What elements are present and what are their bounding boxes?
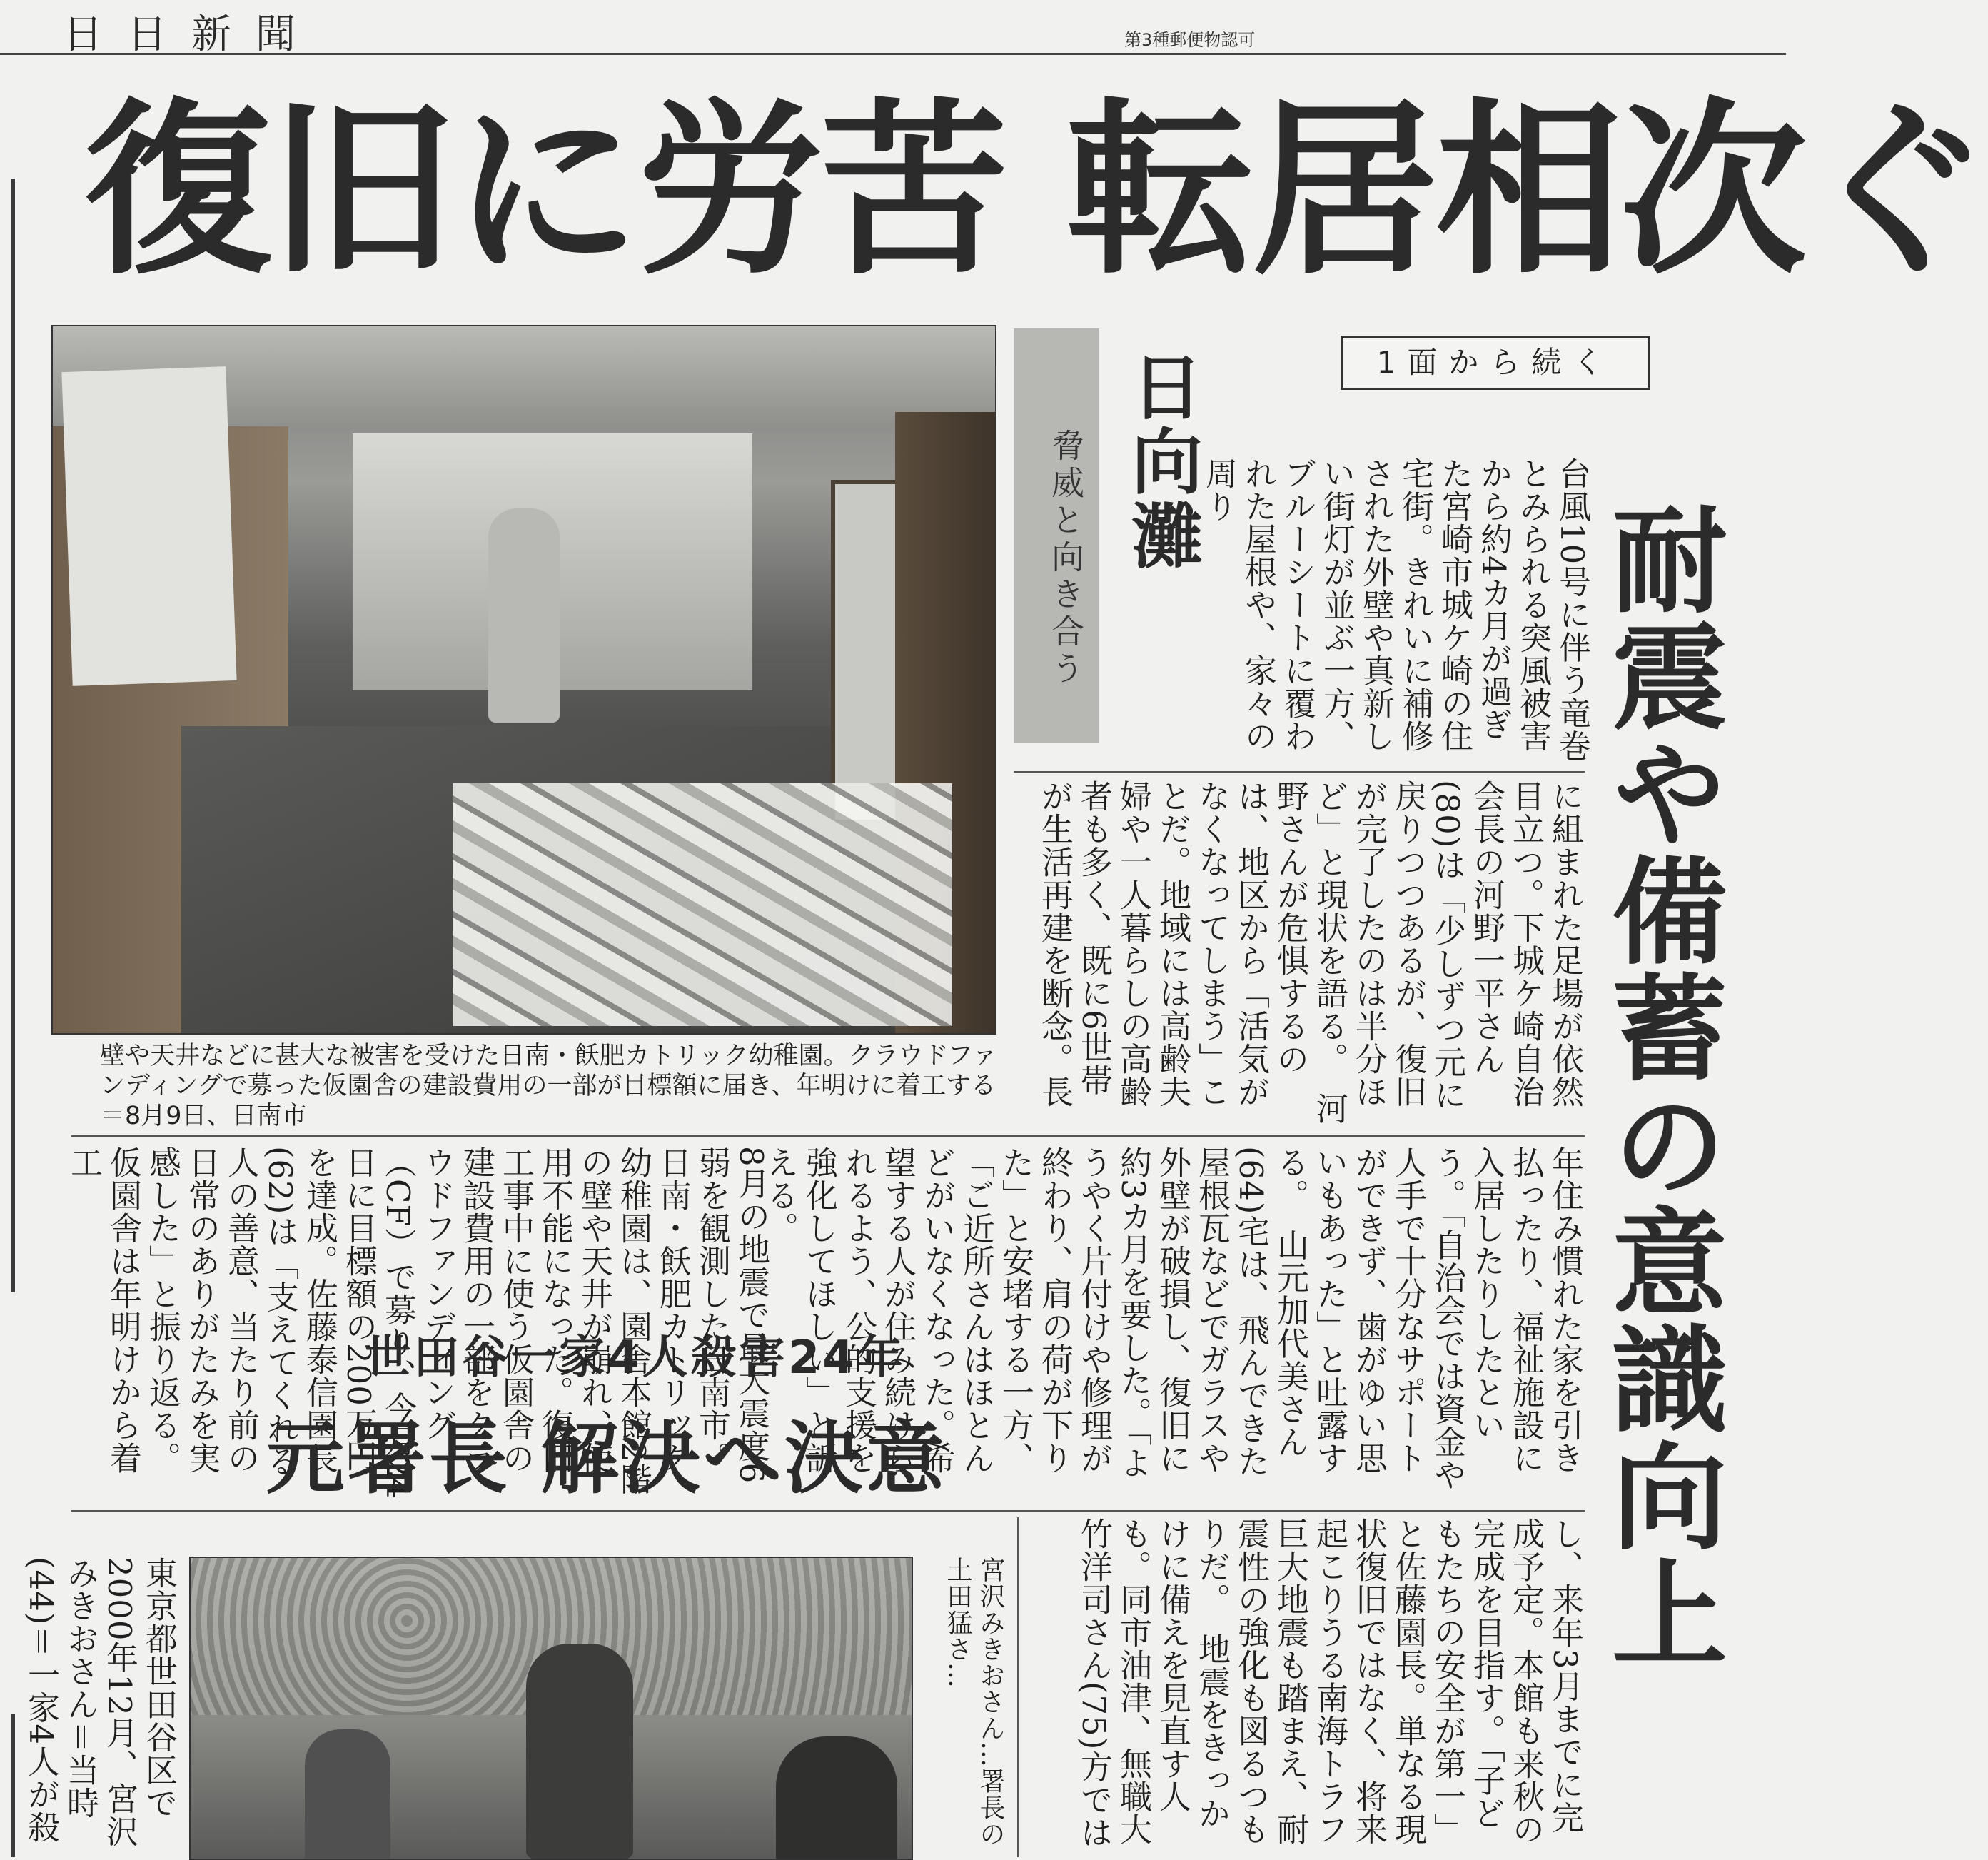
photo1-caption: 壁や天井などに甚大な被害を受けた日南・飫肥カトリック幼稚園。クラウドファンディングで募った仮園舎の建設費用の一部が目標額に届き、年明けに着工する＝8月9日、日南市 bbox=[100, 1042, 997, 1130]
photo2-person-right bbox=[776, 1736, 897, 1859]
memorial-visit-photo bbox=[189, 1557, 913, 1860]
story2-photo-caption: 宮沢みきおさん…署長の土田猛さ… bbox=[943, 1557, 1005, 1847]
section-rule bbox=[71, 1135, 1585, 1137]
left-margin-rule bbox=[11, 179, 15, 1292]
photo2-person-left bbox=[305, 1729, 390, 1859]
main-headline: 復旧に労苦 転居相次ぐ bbox=[84, 82, 1988, 300]
photo-fallen-panel bbox=[61, 366, 236, 686]
masthead-rule bbox=[0, 53, 1786, 55]
photo-debris bbox=[453, 783, 952, 1026]
kindergarten-damage-photo bbox=[51, 325, 996, 1035]
body-col-top-upper: 台風10号に伴う竜巻とみられる突風被害から約4カ月が過ぎた宮崎市城ケ崎の住宅街。きれいに補修された外壁や真新しい街灯が並ぶ一方、ブルーシートに覆われた屋根や、家々の周り bbox=[1200, 457, 1591, 763]
body-col-middle-a: 年住み慣れた家を引き払ったり、福祉施設に入居したりしたという。「自治会では資金や人手で十分なサポートができず、歯がゆい思いもあった」と吐露する。 山元加代美さん(64)宅は、飛んできた屋根瓦などでガラスや外壁が破損し、復旧に約3カ月を要した。「ようやく片付けや修理が終わり、肩の荷が下りた」と安堵する一方、「ご近所さんはほとんどがいなくなった。希望する人が住み続けられるよう、公的支援を強化してほしい」と訴える。 bbox=[761, 1146, 1584, 1492]
section-rule-lower bbox=[71, 1510, 1585, 1512]
column-rule bbox=[1014, 771, 1585, 773]
left-margin-rule-lower bbox=[11, 1714, 15, 1857]
subheadline: 耐震や備蓄の意識向上 bbox=[1593, 500, 1727, 1671]
photo-worker bbox=[488, 508, 560, 723]
feature-badge-title: 日向灘 bbox=[1119, 350, 1204, 573]
body-col-lower-right: し、来年3月までに完成予定。本館も来秋の完成を目指す。「子どもたちの安全が第一」と佐藤園長。単なる現状復旧ではなく、将来起こりうる南海トラフ巨大地震も踏まえ、耐震性の強化も図るつもりだ。 地震をきっかけに備えを見直す人も。同市油津、無職大竹洋司さん(75)方では bbox=[1075, 1517, 1584, 1849]
feature-badge-subtitle: 脅威と向き合う bbox=[1046, 428, 1085, 688]
continued-from-front-label: 1面から続く bbox=[1341, 336, 1650, 390]
story2-lead: 東京都世田谷区で2000年12月、宮沢みきおさん＝当時(44)＝一家4人が殺 bbox=[22, 1557, 178, 1848]
body-col-middle-b: 8月の地震で最大震度6弱を観測した日南市。日南・飫肥カトリック幼稚園は、園舎本館2階の壁や天井が崩れ、使用不能になった。復旧工事中に使う仮園舎の建設費用の一部をクラウドファンディング（CF）で募り、今月24日に目標額の200万円を達成。佐藤泰信園長(62)は「支えてくれる人の善意、当たり前の日常のありがたみを実感した」と振り返る。 仮園舎は年明けから着工 bbox=[65, 1146, 770, 1499]
photo2-person-center bbox=[526, 1644, 633, 1859]
masthead-name: 日日新聞 bbox=[63, 11, 320, 58]
postal-notice: 第3種郵便物認可 bbox=[1124, 30, 1256, 50]
body-col-top-lower: に組まれた足場が依然目立つ。下城ケ崎自治会長の河野一平さん(80)は「少しずつ元に戻りつつあるが、復旧が完了したのは半分ほど」と現状を語る。 河野さんが危惧するのは、地区から「活気がなくなってしまう」ことだ。地域には高齢夫婦や一人暮らしの高齢者も多く、既に6世帯が生活再建を断念。長 bbox=[1036, 780, 1584, 1125]
story2-headline: 元署長 解決へ決意 bbox=[266, 1412, 948, 1504]
story-divider bbox=[1017, 1517, 1019, 1857]
story2-kicker: 世田谷一家4人殺害24年 bbox=[365, 1332, 906, 1384]
